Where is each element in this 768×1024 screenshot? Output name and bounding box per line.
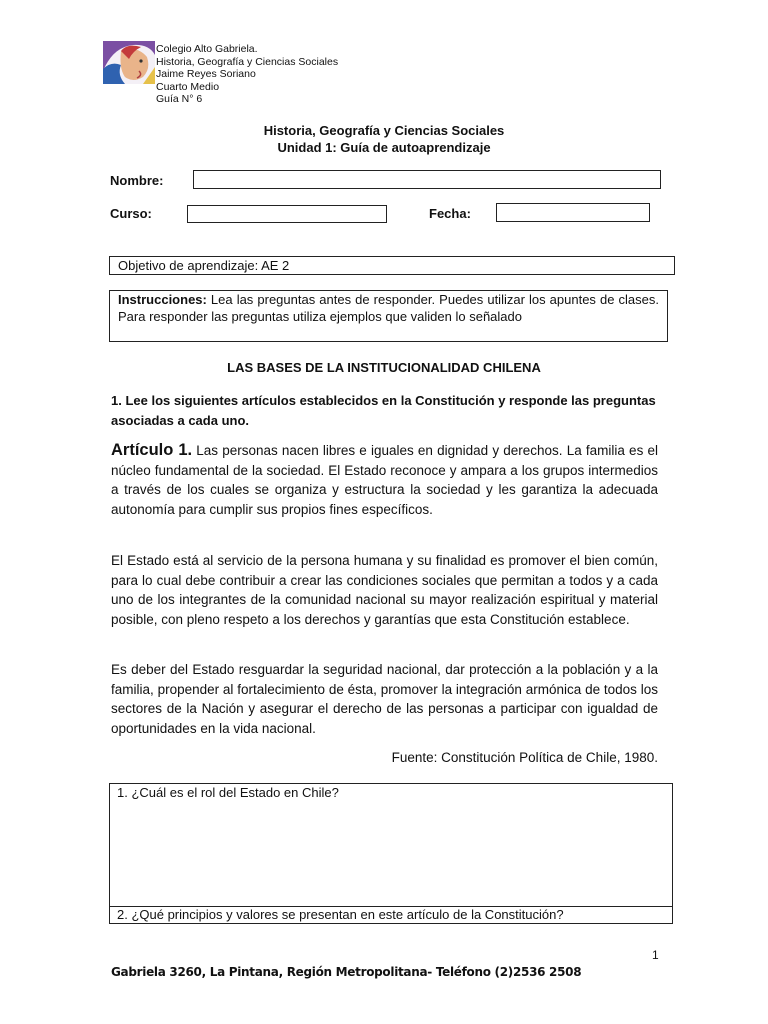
page-number: 1 (652, 948, 659, 962)
objective-box: Objetivo de aprendizaje: AE 2 (109, 256, 675, 275)
article-label: Artículo 1. (111, 441, 193, 459)
fecha-field[interactable] (496, 203, 650, 222)
school-info (156, 43, 338, 106)
school-logo-icon (103, 41, 155, 84)
footer-address: Gabriela 3260, La Pintana, Región Metropolitana- Teléfono (2)2536 2508 (111, 965, 582, 979)
school-subject: Historia, Geografía y Ciencias Sociales (156, 55, 339, 68)
nombre-field[interactable] (193, 170, 661, 189)
question-heading: 1. Lee los siguientes artículos establecidos en la Constitución y responde las preguntas asociadas a cada uno. (111, 393, 656, 428)
school-name: Colegio Alto Gabriela. (156, 43, 258, 55)
article-paragraph-1 (111, 441, 658, 519)
teacher-name: Jaime Reyes Soriano (156, 68, 256, 81)
section-title: LAS BASES DE LA INSTITUCIONALIDAD CHILENA (227, 360, 541, 375)
curso-label: Curso: (110, 206, 152, 221)
article-paragraph-2: El Estado está al servicio de la persona humana y su finalidad es promover el bien común, para lo cual debe contribuir a crear las condiciones sociales que permitan a todos y a cada uno de los integrantes de la comunidad nacional su mayor realización espiritual y material posible, con pleno respeto a los derechos y garantías que esta Constitución establece. (111, 553, 658, 627)
grade-level: Cuarto Medio (156, 80, 220, 93)
document-title: Historia, Geografía y Ciencias Sociales (263, 123, 505, 138)
article-paragraph-3: Es deber del Estado resguardar la seguridad nacional, dar protección a la población y a la familia, propender al fortalecimiento de ésta, promover la integración armónica de todos los sectores de la Nación y asegurar el derecho de las personas a participar con igualdad de oportunidades en la vida nacional. (111, 662, 658, 736)
article-source: Fuente: Constitución Política de Chile, 1980. (391, 750, 658, 765)
nombre-label: Nombre: (110, 173, 164, 188)
instructions-label: Instrucciones: (118, 292, 207, 307)
curso-field[interactable] (187, 205, 387, 223)
guide-number: Guía N° 6 (156, 93, 203, 106)
fecha-label: Fecha: (429, 206, 471, 221)
answer-box[interactable] (109, 783, 673, 924)
school-logo (103, 41, 155, 84)
instructions-box (109, 290, 668, 342)
instructions-text: Lea las preguntas antes de responder. Puedes utilizar los apuntes de clases. Para responder las preguntas utiliza ejemplos que validen lo señalado (118, 292, 659, 324)
answer-question-2: 2. ¿Qué principios y valores se presentan en este artículo de la Constitución? (117, 907, 564, 922)
document-subtitle: Unidad 1: Guía de autoaprendizaje (277, 140, 491, 155)
article-p1-text: Las personas nacen libres e iguales en dignidad y derechos. La familia es el núcleo fundamental de la sociedad. El Estado reconoce y ampara a los grupos intermedios a través de los cuales se organiza y estructura la sociedad y les garantiza la adecuada autonomía para cumplir sus propios fines específicos. (111, 443, 658, 517)
answer-question-1: 1. ¿Cuál es el rol del Estado en Chile? (117, 785, 339, 800)
